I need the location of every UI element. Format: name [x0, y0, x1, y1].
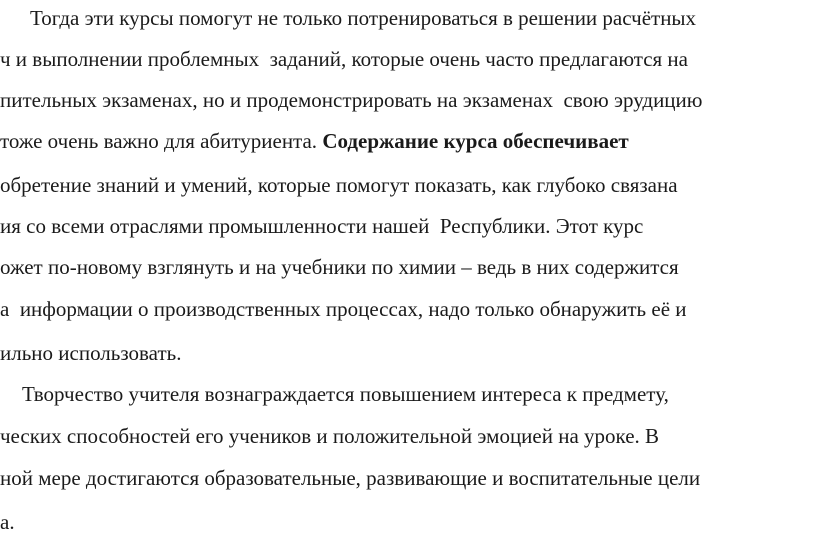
- text-line-12: ной мере достигаются образовательные, развивающие и воспитательные цели: [0, 466, 701, 490]
- text-line-7: ожет по-новому взглянуть и на учебники по химии – ведь в них содержится: [0, 255, 679, 279]
- bold-phrase: Содержание курса обеспечивает: [322, 129, 629, 153]
- text-line-2: ч и выполнении проблемных заданий, которые очень часто предлагаются на: [0, 47, 688, 71]
- text-line-13: а.: [0, 510, 15, 534]
- text-line-11: ческих способностей его учеников и положительной эмоцией на уроке. В: [0, 424, 660, 448]
- text-line-4: [0, 129, 629, 153]
- text-line-9: ильно использовать.: [0, 341, 182, 365]
- text-line-6: ия со всеми отраслями промышленности нашей Республики. Этот курс: [0, 214, 644, 238]
- text-line-5: обретение знаний и умений, которые помогут показать, как глубоко связана: [0, 173, 678, 197]
- text-line-10: Творчество учителя вознаграждается повышением интереса к предмету,: [22, 382, 669, 406]
- text-line-8: а информации о производственных процессах, надо только обнаружить её и: [0, 297, 687, 321]
- text-line-4-regular: тоже очень важно для абитуриента.: [0, 129, 323, 153]
- text-line-3: пительных экзаменах, но и продемонстрировать на экзаменах свою эрудицию: [0, 88, 703, 112]
- text-line-1: Тогда эти курсы помогут не только потренироваться в решении расчётных: [30, 6, 697, 30]
